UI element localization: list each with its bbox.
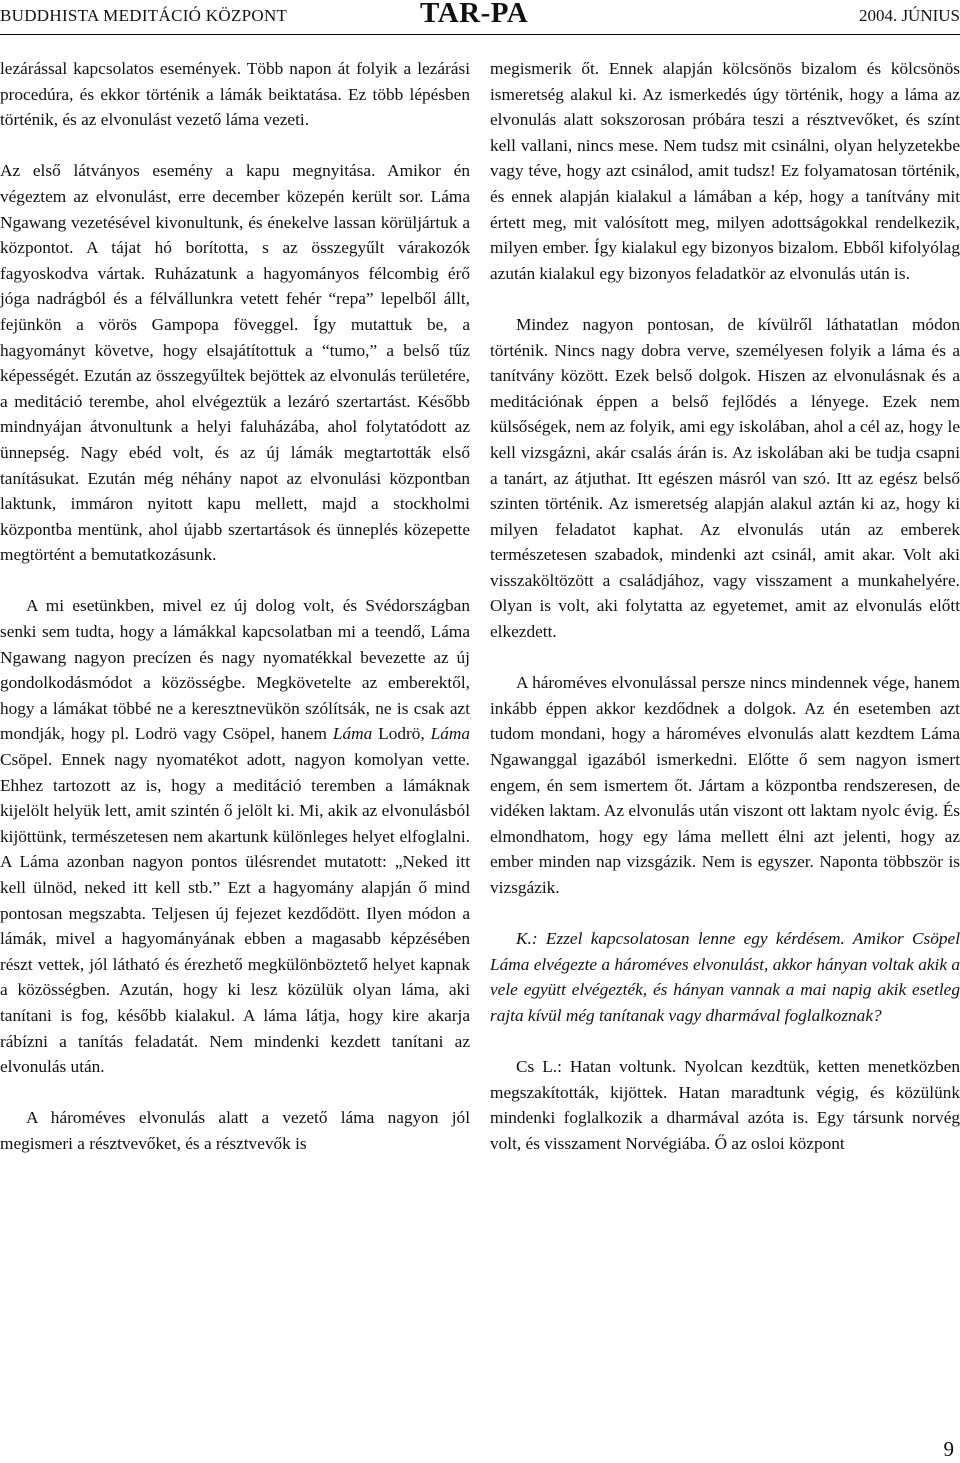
left-column xyxy=(0,56,470,1157)
emphasis-text: Láma xyxy=(430,724,471,744)
paragraph: megismerik őt. Ennek alapján kölcsönös bizalom és kölcsönös ismeretség alakul ki. Az ismerkedés úgy történik, hogy a láma az elvonulás alatt sokszorosan próbára teszi a résztvevőket, és színt kell vallani, nincs mese. Nem tudsz mit csinálni, olyan helyzetekbe vagy téve, hogy azt csinálod, amit tudsz! Ez folyamatosan történik, és ennek alapján kialakul a lámában a kép, hogy a tanítvány mit értett meg, mit valósított meg, milyen adottságokkal rendelkezik, milyen ember. Így kialakul egy bizonyos bizalom. Ebből kifolyólag azután kialakul egy bizonyos feladatkör az elvonulás után is. xyxy=(490,59,960,283)
paragraph xyxy=(0,593,470,1079)
paragraph-text: A mi esetünkben, mivel ez új dolog volt, és Svédországban senki sem tudta, hogy a lámákkal kapcsolatban mi a teendő, Láma Ngawang nagyon precízen és nagy nyomatékkal bevezette az új gondolkodásmódot a közösségbe. Megkövetelte az emberektől, hogy a lámákat többé ne a keresztnevükön szólítsák, ne is csak azt mondják, hogy pl. Lodrö vagy Csöpel, hanem xyxy=(0,596,470,744)
paragraph-text: Csöpel. Ennek nagy nyomatékot adott, nagyon komolyan vette. Ehhez tartozott az is, hogy a meditáció teremben a lámáknak kijelölt helyük lett, amit szintén ő jelölt ki. Mi, akik az elvonulásból kijöttünk, természetesen nem akartunk különleges helyet elfoglalni. A Láma azonban nagyon pontos ülésrendet mutatott: „Neked itt kell ülnöd, neked itt kell stb.” Ezt a hagyomány alapján ő mind pontosan megszabta. Teljesen új fejezet kezdődött. Ilyen módon a lámák, mivel a hagyományának ebben a magasabb képzésében részt vettek, jól látható és érezhető megkülönböztető helyet kapnak a közösségben. Azután, hogy ki lesz közülük olyan láma, aki tanítani is fog, később kialakul. A láma látja, hogy kire akarja rábízni a tanítás feladatát. Nem mindenki kezdett tanítani az elvonulás után. xyxy=(0,750,470,1077)
page-number: 9 xyxy=(943,1437,954,1461)
interview-question: K.: Ezzel kapcsolatosan lenne egy kérdésem. Amikor Csöpel Láma elvégezte a hároméves elvonulást, akkor hányan voltak akik a vele együtt elvégezték, és hányan vannak a mai napig akik esetleg rajta kívül még tanítanak vagy dharmával foglalkoznak? xyxy=(490,929,960,1025)
paragraph: Az első látványos esemény a kapu megnyitása. Amikor én végeztem az elvonulást, erre december közepén került sor. Láma Ngawang vezetésével kivonultunk, és énekelve lassan körüljártuk a központot. A tájat hó borította, s az összegyűlt várakozók fagyoskodva vártak. Ruházatunk a hagyományos félcombig érő jóga nadrágból és a félvállunkra vetett fehér “repa” lepelből állt, fejünkön a vörös Gampopa föveggel. Így mutattuk be, a hagyományt követve, hogy elsajátítottuk a “tumo,” a belső tűz képességét. Ezután az összegyűltek bejöttek az elvonulás területére, a meditáció terembe, ahol elvégeztük a lezáró szertartást. Később mindnyájan átvonultunk a helyi faluházába, ahol folytatódott az ünnepség. Nagy ebéd volt, és az új lámák megtartották első tanításukat. Ezután még néhány napot az elvonulási központban laktunk, immáron nyitott kapu mellett, majd a stockholmi központba mentünk, ahol újabb szertartások és ünneplés közepette megtörtént a bemutatkozásunk. xyxy=(0,161,470,565)
interview-answer: Cs L.: Hatan voltunk. Nyolcan kezdtük, ketten menetközben megszakították, kijöttek. Hatan maradtunk végig, és közülünk mindenki foglalkozik a dharmával azóta is. Egy társunk norvég volt, és visszament Norvégiába. Ő az osloi központ xyxy=(490,1057,960,1153)
page-header xyxy=(0,0,960,35)
header-title: TAR-PA xyxy=(420,0,529,29)
paragraph: A hároméves elvonulással persze nincs mindennek vége, hanem inkább éppen akkor kezdődnek a dolgok. Az én esetemben azt tudom mondani, hogy a hároméves elvonulás alatt kezdtem Láma Ngawanggal igazából ismerkedni. Előtte ő sem nagyon ismert engem, én sem ismertem őt. Jártam a központba rendszeresen, de vidéken laktam. Az elvonulás után viszont ott laktam nyolc évig. És elmondhatom, hogy egy láma mellett élni azt jelenti, hogy az ember minden nap vizsgázik. Nem is egyszer. Naponta többször is vizsgázik. xyxy=(490,673,960,897)
paragraph: Mindez nagyon pontosan, de kívülről láthatatlan módon történik. Nincs nagy dobra verve, személyesen folyik a láma és a tanítvány között. Ezek belső dolgok. Hiszen az elvonulásnak és a meditációnak éppen a belső fejlődés a lényege. Ezek nem külsőségek, nem az folyik, ami egy iskolában, ahol a cél az, hogy le kell vizsgázni, akár csalás árán is. Az iskolában aki be tudja csapni a tanárt, az átjuthat. Itt egészen másról van szó. Itt az egész belső szinten történik. Az ismeretség alapján alakul aztán ki az, hogy ki milyen feladatot kaphat. Az elvonulás után az emberek természetesen szabadok, mindenki azt csinál, amit akar. Volt aki visszaköltözött a családjához, vagy visszament a munkahelyére. Olyan is volt, aki folytatta az egyetemet, amit az elvonulás előtt elkezdett. xyxy=(490,314,960,642)
right-column xyxy=(490,56,960,1157)
emphasis-text: Láma xyxy=(332,724,373,744)
paragraph-text: Lodrö, xyxy=(372,724,431,744)
header-organization: BUDDHISTA MEDITÁCIÓ KÖZPONT xyxy=(0,6,288,25)
paragraph: A hároméves elvonulás alatt a vezető láma nagyon jól megismeri a résztvevőket, és a résztvevők is xyxy=(0,1108,470,1153)
header-date: 2004. JÚNIUS xyxy=(858,6,960,25)
paragraph: lezárással kapcsolatos események. Több napon át folyik a lezárási procedúra, és ekkor történik a lámák beiktatása. Ez több lépésben történik, és az elvonulást vezető láma vezeti. xyxy=(0,59,470,130)
